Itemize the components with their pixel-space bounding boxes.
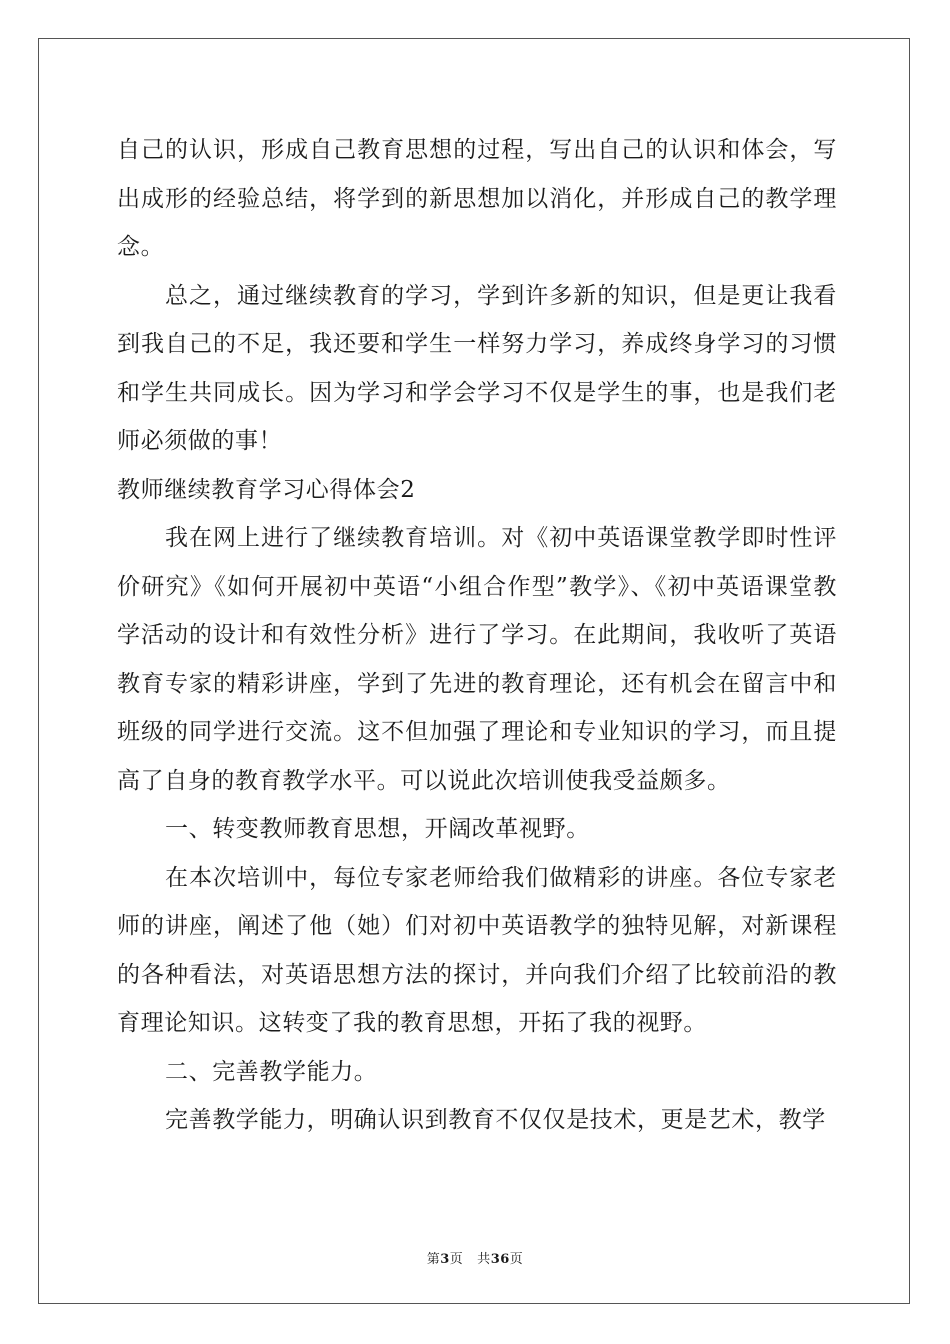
subheading: 一、转变教师教育思想，开阔改革视野。	[165, 816, 590, 842]
section-heading: 教师继续教育学习心得体会2	[117, 476, 416, 503]
page-footer	[0, 1248, 950, 1267]
paragraph: 总之，通过继续教育的学习，学到许多新的知识，但是更让我看到我自己的不足，我还要和学生一样努力学习，养成终身学习的习惯和学生共同成长。因为学习和学会学习不仅是学生的事，也是我们老师必须做的事！	[117, 282, 837, 454]
paragraph: 我在网上进行了继续教育培训。对《初中英语课堂教学即时性评价研究》《如何开展初中英语“小组合作型”教学》、《初中英语课堂教学活动的设计和有效性分析》进行了学习。在此期间，我收听了英语教育专家的精彩讲座，学到了先进的教育理论，还有机会在留言中和班级的同学进行交流。这不但加强了理论和专业知识的学习，而且提高了自身的教育教学水平。可以说此次培训使我受益颇多。	[117, 525, 837, 794]
footer-prefix: 第	[426, 1252, 441, 1267]
total-pages-number: 36	[490, 1252, 510, 1267]
footer-page-suffix: 页	[449, 1252, 464, 1267]
document-body	[117, 126, 837, 1145]
current-page-number: 3	[440, 1252, 450, 1267]
paragraph: 在本次培训中，每位专家老师给我们做精彩的讲座。各位专家老师的讲座，阐述了他（她）们对初中英语教学的独特见解，对新课程的各种看法，对英语思想方法的探讨，并向我们介绍了比较前沿的教育理论知识。这转变了我的教育思想，开拓了我的视野。	[117, 864, 837, 1036]
paragraph: 完善教学能力，明确认识到教育不仅仅是技术，更是艺术，教学	[165, 1107, 826, 1133]
footer-total-suffix: 页	[509, 1252, 524, 1267]
footer-total-prefix: 共	[477, 1252, 491, 1267]
subheading: 二、完善教学能力。	[165, 1058, 378, 1085]
paragraph: 自己的认识，形成自己教育思想的过程，写出自己的认识和体会，写出成形的经验总结，将学到的新思想加以消化，并形成自己的教学理念。	[117, 137, 837, 260]
